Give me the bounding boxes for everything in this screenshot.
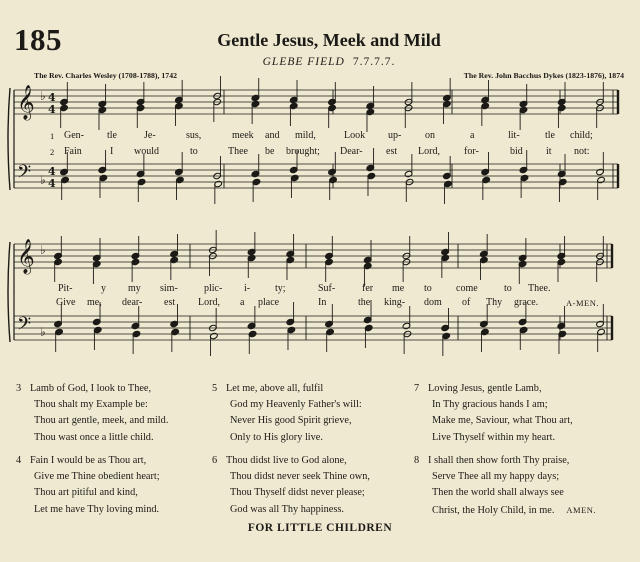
stanza-line: Live Thyself within my heart.: [432, 431, 556, 443]
stanza-line: Only to His glory live.: [230, 431, 323, 443]
tune-name: GLEBE FIELD: [262, 56, 345, 68]
syllable: Thy: [486, 297, 503, 308]
verse-number: 2: [50, 147, 55, 157]
syllable: child;: [570, 130, 593, 141]
syllable: In: [318, 297, 327, 308]
syllable: a: [470, 130, 475, 141]
amen-label: A-MEN.: [566, 298, 599, 308]
syllable: Dear-: [340, 146, 363, 157]
syllable: fer: [362, 283, 374, 294]
lyrics-verse2-line2: [0, 297, 640, 311]
stanza-8: [414, 453, 596, 519]
stanza-line: Make me, Saviour, what Thou art,: [432, 415, 573, 427]
syllable: of: [462, 297, 471, 308]
stanza-line: Thou art pitiful and kind,: [34, 487, 138, 499]
syllable: me: [392, 283, 405, 294]
syllable: Look: [344, 130, 366, 141]
stanza-line: Give me Thine obedient heart;: [34, 471, 160, 483]
syllable: lit-: [508, 130, 520, 141]
syllable: sus,: [186, 130, 202, 141]
syllable: up-: [388, 130, 402, 141]
syllable: me,: [87, 297, 102, 308]
stanza-line: God was all Thy happiness.: [230, 503, 344, 515]
syllable: Je-: [144, 130, 156, 141]
syllable: Fain: [64, 146, 82, 157]
stanza-line: Christ, the Holy Child, in me.: [432, 504, 555, 516]
stanza-number: 3: [16, 383, 22, 394]
stanza-line: In Thy gracious hands I am;: [432, 399, 548, 411]
stanza-line: Fain I would be as Thou art,: [30, 455, 147, 466]
stanza-line: Thou wast once a little child.: [34, 431, 154, 443]
time-signature: 4: [48, 177, 56, 190]
meter: 7.7.7.7.: [352, 56, 396, 68]
time-signature: 4: [48, 103, 56, 116]
syllable: king-: [384, 297, 406, 308]
syllable: Gen-: [64, 130, 84, 141]
syllable: for-: [464, 146, 479, 157]
treble-clef: 𝄞: [17, 239, 35, 274]
stanza-number: 8: [414, 455, 420, 466]
syllable: Lord,: [418, 146, 440, 157]
syllable: Lord,: [198, 297, 220, 308]
key-signature-flat: ♭: [40, 173, 46, 187]
syllable: bid: [510, 146, 523, 157]
syllable: sim-: [160, 283, 178, 294]
stanza-line: Let me, above all, fulfil: [226, 383, 324, 394]
stanza-line: God my Heavenly Father's will:: [230, 399, 362, 411]
stanza-line: Never His good Spirit grieve,: [230, 415, 352, 427]
key-signature-flat: ♭: [40, 89, 46, 103]
stanza-number: 4: [16, 455, 22, 466]
syllable: dom: [424, 297, 442, 308]
stanza-5: [212, 381, 362, 446]
lyrics-verse1-line2: [0, 283, 640, 297]
syllable: tle: [107, 130, 117, 141]
syllable: it: [546, 146, 552, 157]
composer-credit: The Rev. John Bacchus Dykes (1823-1876), 1874: [463, 71, 624, 80]
stanza-3: [16, 381, 168, 446]
treble-clef: 𝄞: [17, 85, 35, 120]
syllable: place: [258, 297, 280, 308]
stanza-line: Lamb of God, I look to Thee,: [30, 383, 152, 394]
syllable: mild,: [295, 130, 316, 141]
syllable: tle: [545, 130, 555, 141]
key-signature-flat: ♭: [40, 243, 46, 257]
syllable: plic-: [204, 283, 223, 294]
verse-number: 1: [50, 131, 55, 141]
syllable: Give: [56, 297, 76, 308]
syllable: Pit-: [58, 283, 73, 294]
stanza-line: Thou didst live to God alone,: [226, 455, 347, 466]
syllable: ty;: [275, 283, 286, 294]
syllable: Suf-: [318, 283, 336, 294]
syllable: on: [425, 130, 435, 141]
syllable: I: [110, 146, 114, 157]
syllable: Thee: [228, 146, 248, 157]
time-signature: 4: [48, 165, 56, 178]
syllable: be: [265, 146, 275, 157]
stanza-7: [414, 381, 573, 446]
amen-label: AMEN.: [566, 504, 597, 515]
stanza-number: 6: [212, 455, 218, 466]
stanza-line: Serve Thee all my happy days;: [432, 471, 560, 483]
lyrics-verse2-line1: [0, 146, 640, 160]
syllable: dear-: [122, 297, 143, 308]
stanza-number: 7: [414, 383, 420, 394]
syllable: and: [265, 130, 280, 141]
stanza-number: 5: [212, 383, 218, 394]
syllable: not:: [574, 146, 590, 157]
stanza-6: [212, 453, 370, 518]
bass-clef: 𝄢: [17, 162, 32, 187]
syllable: to: [424, 283, 432, 294]
syllable: Thee.: [528, 283, 551, 294]
stanza-line: Thou art gentle, meek, and mild.: [34, 415, 169, 427]
stanza-line: Let me have Thy loving mind.: [34, 503, 160, 515]
syllable: i-: [244, 283, 251, 294]
syllable: brought;: [286, 146, 320, 157]
stanza-line: Then the world shall always see: [432, 487, 564, 499]
hymn-number: 185: [14, 22, 62, 57]
syllable: meek: [232, 130, 254, 141]
syllable: to: [190, 146, 198, 157]
syllable: come: [456, 283, 478, 294]
section-footer: FOR LITTLE CHILDREN: [247, 522, 393, 534]
stanza-line: Thou Thyself didst never please;: [230, 487, 365, 499]
syllable: would: [134, 146, 159, 157]
syllable: est: [164, 297, 176, 308]
author-credit: The Rev. Charles Wesley (1708-1788), 1742: [34, 71, 178, 80]
syllable: to: [504, 283, 512, 294]
stanza-4: [16, 453, 160, 518]
stanza-line: Thou shalt my Example be:: [34, 399, 148, 411]
bass-clef: 𝄢: [17, 314, 32, 339]
syllable: est: [386, 146, 398, 157]
hymn-title: Gentle Jesus, Meek and Mild: [217, 30, 441, 50]
stanza-line: Loving Jesus, gentle Lamb,: [428, 383, 542, 394]
syllable: the: [358, 297, 371, 308]
stanza-line: Thou didst never seek Thine own,: [230, 471, 370, 483]
syllable: grace.: [514, 297, 539, 308]
lyrics-verse1-line1: [0, 130, 640, 144]
stanza-line: I shall then show forth Thy praise,: [428, 455, 570, 466]
time-signature: 4: [48, 91, 56, 104]
syllable: a: [240, 297, 245, 308]
syllable: my: [128, 283, 141, 294]
syllable: y: [101, 283, 106, 294]
key-signature-flat: ♭: [40, 325, 46, 339]
